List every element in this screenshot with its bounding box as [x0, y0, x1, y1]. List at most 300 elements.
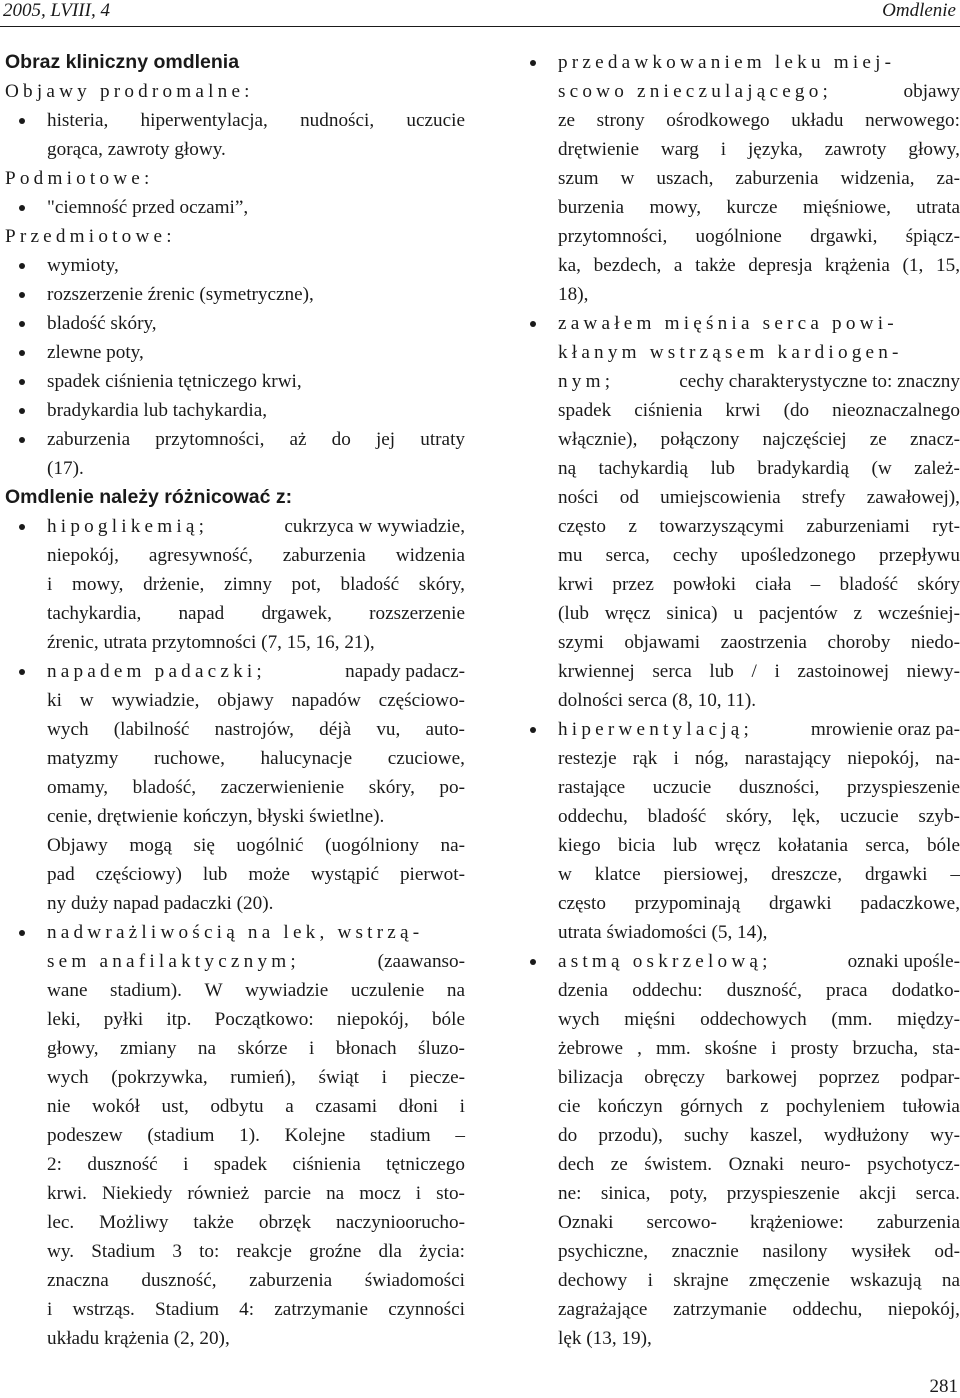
word: i — [309, 1038, 315, 1059]
word: psychotycz- — [867, 1154, 960, 1175]
word: lec. — [47, 1212, 75, 1233]
word: sercowo- — [646, 1212, 717, 1233]
word: wych — [558, 1009, 600, 1030]
word: także — [695, 255, 736, 276]
word: 4: — [239, 1299, 255, 1320]
text-line — [5, 1005, 465, 1034]
text-line — [516, 425, 960, 454]
line-text: cechy charakterystyczne to: znaczny — [679, 371, 960, 392]
word: ciała — [755, 574, 792, 595]
word: dech — [558, 1154, 595, 1175]
section-heading: Obraz kliniczny omdlenia — [5, 51, 240, 73]
word: Stadium — [91, 1241, 156, 1262]
word: niepokój, — [888, 1299, 960, 1320]
word: zawałowej), — [866, 487, 960, 508]
word: i — [774, 661, 780, 682]
word: jej — [375, 429, 396, 450]
word: rastające — [558, 777, 626, 798]
word: – — [455, 1125, 465, 1146]
text-line — [516, 280, 960, 309]
word: a — [285, 1096, 294, 1117]
text-line — [5, 599, 465, 628]
word: lęk, — [791, 806, 821, 827]
subsection-label: Przedmiotowe: — [5, 226, 176, 247]
word: przytomności, — [558, 226, 668, 247]
word: (pokrzywka, — [111, 1067, 208, 1088]
word: mm. — [656, 1038, 691, 1059]
text-line — [5, 773, 465, 802]
word: czynności — [388, 1299, 465, 1320]
text-line — [5, 541, 465, 570]
word: dłoni — [398, 1096, 439, 1117]
text-line — [516, 1295, 960, 1324]
word: nóg, — [695, 748, 729, 769]
text-line — [5, 802, 465, 831]
word: mu — [558, 545, 583, 566]
bullet-item-line — [5, 512, 465, 541]
word: leki, — [47, 1009, 81, 1030]
word: bicia — [618, 835, 656, 856]
word: a — [673, 255, 683, 276]
word: pierwot- — [399, 864, 465, 885]
word: Możliwy — [99, 1212, 169, 1233]
line-text: (17). — [47, 458, 84, 479]
word: i — [459, 1096, 465, 1117]
word: drgawki — [769, 893, 832, 914]
word: towarzyszącymi — [659, 516, 785, 537]
word: zawroty — [824, 139, 887, 160]
word: serca. — [915, 1183, 960, 1204]
word: niewy- — [906, 661, 960, 682]
word: duszność — [87, 1154, 158, 1175]
word: zimny — [223, 574, 272, 595]
word: drgawki, — [810, 226, 878, 247]
word: sinica, — [600, 1183, 651, 1204]
word: zaburzenia — [876, 1212, 960, 1233]
word: bladość — [340, 574, 400, 595]
text-line — [516, 570, 960, 599]
word: czasami — [315, 1096, 378, 1117]
word: często — [558, 893, 606, 914]
text-line — [516, 1121, 960, 1150]
word: tachykardią — [598, 458, 689, 479]
word: w — [558, 864, 572, 885]
word: pacjentów — [758, 603, 838, 624]
text-line — [516, 77, 960, 106]
word: życia: — [419, 1241, 465, 1262]
bullet-item-line — [516, 947, 960, 976]
word: utrata — [916, 197, 960, 218]
word: i — [381, 1067, 387, 1088]
bullet-item-line — [5, 309, 465, 338]
word: Początkowo: — [214, 1009, 314, 1030]
word: Kolejne — [284, 1125, 346, 1146]
word: świąt — [318, 1067, 359, 1088]
word: serca — [652, 661, 692, 682]
word: się — [193, 835, 215, 856]
word: krwi — [725, 400, 761, 421]
word: w — [620, 168, 635, 189]
word: kończyn — [597, 1096, 663, 1117]
word: na — [326, 1183, 345, 1204]
bullet-item-line — [5, 251, 465, 280]
word: prosty — [790, 1038, 839, 1059]
line-text: układu krążenia (2, 20), — [47, 1328, 230, 1349]
word: niepokój, — [336, 1009, 409, 1030]
line-text: objawy — [903, 81, 960, 102]
word: dzenia — [558, 980, 609, 1001]
word: również — [187, 1183, 250, 1204]
word: pyłki — [103, 1009, 144, 1030]
bullet-item-line — [5, 396, 465, 425]
word: skóry, — [418, 574, 465, 595]
word: ka, — [558, 255, 581, 276]
word: skórze — [237, 1038, 288, 1059]
text-line — [5, 1092, 465, 1121]
word: przypominają — [634, 893, 741, 914]
text-line — [516, 251, 960, 280]
word: z — [628, 516, 637, 537]
text-line — [5, 860, 465, 889]
word: obręczy — [644, 1067, 705, 1088]
spaced-term: hipoglikemią; — [47, 516, 209, 537]
word: Stadium — [155, 1299, 219, 1320]
word: podeszew — [47, 1125, 123, 1146]
section-title: Omdlenie — [882, 0, 956, 21]
word: nudności, — [300, 110, 375, 131]
text-line — [5, 1121, 465, 1150]
left-column — [5, 48, 465, 1353]
word: hiperwentylacja, — [140, 110, 268, 131]
word: wstrząs. — [72, 1299, 135, 1320]
spaced-term: astmą oskrzelową; — [558, 951, 772, 972]
line-text: bradykardia lub tachykardia, — [47, 400, 268, 421]
word: kołatania — [777, 835, 849, 856]
text-line — [516, 802, 960, 831]
word: świstem. — [644, 1154, 713, 1175]
word: reakcje — [236, 1241, 292, 1262]
word: krążenia — [824, 255, 890, 276]
word: częściowy) — [95, 864, 182, 885]
word: i — [673, 748, 679, 769]
word: itp. — [166, 1009, 192, 1030]
word: omamy, — [47, 777, 109, 798]
word: stadium — [369, 1125, 431, 1146]
line-text: lęk (13, 19), — [558, 1328, 652, 1349]
word: déjà — [319, 719, 352, 740]
word: ną — [558, 458, 577, 479]
word: wysiłek — [851, 1241, 911, 1262]
word: uszach, — [656, 168, 714, 189]
text-line — [516, 367, 960, 396]
header-divider — [0, 26, 960, 27]
text-line — [5, 889, 465, 918]
word: skóry, — [368, 777, 415, 798]
word: z — [760, 1096, 769, 1117]
word: mowy, — [649, 197, 701, 218]
word: oddechowych — [700, 1009, 807, 1030]
section-heading: Omdlenie należy różnicować z: — [5, 486, 293, 508]
word: na — [446, 980, 465, 1001]
word: 2: — [47, 1154, 62, 1175]
word: ze — [869, 429, 887, 450]
word: padaczkowe, — [860, 893, 960, 914]
word: (mm. — [831, 1009, 873, 1030]
subsection-label: Objawy prodromalne: — [5, 81, 254, 102]
word: zastoinowej — [797, 661, 890, 682]
text-line — [516, 657, 960, 686]
word: pad — [47, 864, 75, 885]
word: oddechu, — [558, 806, 628, 827]
word: upośledzonego — [740, 545, 856, 566]
word: serca, — [605, 545, 650, 566]
word: rumień), — [230, 1067, 296, 1088]
text-line — [516, 1063, 960, 1092]
word: – — [950, 864, 960, 885]
text-line — [5, 715, 465, 744]
word: ki — [47, 690, 62, 711]
text-line — [516, 222, 960, 251]
word: piersiowej, — [663, 864, 749, 885]
line-text: utrata świadomości (5, 14), — [558, 922, 768, 943]
word: Oznaki — [728, 1154, 785, 1175]
word: dla — [378, 1241, 402, 1262]
word: połączony — [660, 429, 740, 450]
word: rozszerzenie — [369, 603, 465, 624]
word: krwiennej — [558, 661, 635, 682]
text-line — [516, 1034, 960, 1063]
word: ciśnienia — [292, 1154, 361, 1175]
word: skrajne — [673, 1270, 729, 1291]
word: / — [751, 661, 757, 682]
word: dreszcze, — [771, 864, 843, 885]
word: w — [79, 690, 94, 711]
bullet-item-line — [5, 425, 465, 454]
bullet-item-line — [5, 338, 465, 367]
word: układu — [791, 110, 844, 131]
word: agresywność, — [148, 545, 253, 566]
text-line — [516, 889, 960, 918]
word: strefy — [801, 487, 846, 508]
spaced-term: hiperwentylacją; — [558, 719, 754, 740]
word: od- — [934, 1241, 960, 1262]
word: i — [771, 1038, 777, 1059]
text-line — [516, 396, 960, 425]
text-line — [516, 976, 960, 1005]
word: , — [637, 1038, 642, 1059]
word: przytomności, — [155, 429, 265, 450]
word: uczucie — [840, 806, 899, 827]
text-line — [516, 1266, 960, 1295]
word: uczulenie — [350, 980, 425, 1001]
word: (1, — [902, 255, 924, 276]
line-text: mrowienie oraz pa- — [810, 719, 960, 740]
journal-issue: 2005, LVIII, 4 — [3, 0, 110, 21]
word: poty, — [669, 1183, 708, 1204]
word: ze — [558, 110, 576, 131]
text-line — [516, 106, 960, 135]
text-line — [516, 831, 960, 860]
word: auto- — [425, 719, 465, 740]
word: warg — [660, 139, 699, 160]
text-line — [5, 1179, 465, 1208]
word: sinica) — [666, 603, 718, 624]
word: częściowo- — [378, 690, 465, 711]
word: aż — [289, 429, 307, 450]
word: przodu), — [598, 1125, 663, 1146]
word: zaburzenia — [47, 429, 131, 450]
right-column — [516, 48, 960, 1353]
text-line — [5, 454, 465, 483]
line-text: (zaawanso- — [377, 951, 465, 972]
word: szymi — [558, 632, 604, 653]
word: mogą — [129, 835, 172, 856]
word: włącznie), — [558, 429, 638, 450]
spaced-term: scowo znieczulającego; — [558, 81, 833, 102]
word: serca, — [865, 835, 910, 856]
word: nasilony — [762, 1241, 828, 1262]
word: wystąpić — [310, 864, 380, 885]
word: bóle — [431, 1009, 465, 1030]
word: szyb- — [918, 806, 960, 827]
line-text: oznaki upośle- — [847, 951, 960, 972]
word: histeria, — [47, 110, 109, 131]
word: krwi — [558, 574, 594, 595]
word: skóry, — [726, 806, 773, 827]
word: kurcze — [726, 197, 778, 218]
word: krwi. — [47, 1183, 87, 1204]
word: brzucha, — [852, 1038, 919, 1059]
text-line — [5, 947, 465, 976]
word: znacz- — [909, 429, 960, 450]
word: bladość, — [132, 777, 197, 798]
word: drgawek, — [261, 603, 332, 624]
word: i — [47, 574, 53, 595]
word: często — [558, 516, 606, 537]
word: cechy — [672, 545, 718, 566]
word: niepokój, — [847, 748, 920, 769]
text-line — [516, 1005, 960, 1034]
word: spadek — [558, 400, 612, 421]
word: wane — [47, 980, 88, 1001]
word: duszności, — [738, 777, 820, 798]
word: głowy, — [47, 1038, 99, 1059]
word: skóry — [917, 574, 960, 595]
word: najczęściej — [762, 429, 847, 450]
bullet-item-line — [516, 715, 960, 744]
word: ryt- — [932, 516, 960, 537]
word: ności — [558, 487, 599, 508]
text-line — [516, 628, 960, 657]
text-line — [516, 1324, 960, 1353]
word: (uogólniony — [325, 835, 419, 856]
text-line — [516, 338, 960, 367]
text-line — [516, 744, 960, 773]
line-text: cukrzyca w wywiadzie, — [284, 516, 465, 537]
word: przepływu — [878, 545, 960, 566]
word: uogólnić — [236, 835, 304, 856]
word: śluzo- — [418, 1038, 465, 1059]
word: mocz — [359, 1183, 401, 1204]
word: znacznie — [671, 1241, 739, 1262]
line-text: cenie, drętwienie kończyn, błyski świetlne). — [47, 806, 385, 827]
word: głowy, — [908, 139, 960, 160]
word: bezdech, — [593, 255, 662, 276]
spaced-term: zawałem mięśnia serca powi- — [558, 313, 898, 334]
word: – — [810, 574, 821, 595]
text-line — [516, 1150, 960, 1179]
text-line — [5, 976, 465, 1005]
word: sta- — [932, 1038, 960, 1059]
word: może — [248, 864, 290, 885]
text-line — [516, 860, 960, 889]
word: burzenia — [558, 197, 625, 218]
word: to: — [199, 1241, 220, 1262]
word: świadomości — [364, 1270, 465, 1291]
word: piecze- — [409, 1067, 465, 1088]
word: wokół — [92, 1096, 140, 1117]
word: ust, — [161, 1096, 189, 1117]
bullet-item-line — [5, 918, 465, 947]
line-text: rozszerzenie źrenic (symetryczne), — [47, 284, 314, 305]
word: ośrodkowego — [666, 110, 770, 131]
word: górnych — [679, 1096, 743, 1117]
word: Objawy — [47, 835, 108, 856]
word: i — [47, 1299, 53, 1320]
text-line — [516, 483, 960, 512]
text-line — [5, 1295, 465, 1324]
word: objawami — [624, 632, 701, 653]
word: wywiadzie, — [111, 690, 200, 711]
word: 15, — [936, 255, 960, 276]
word: lub — [710, 458, 735, 479]
word: matyzmy — [47, 748, 119, 769]
bullet-item-line — [516, 48, 960, 77]
spaced-term: kłanym wstrząsem kardiogen- — [558, 342, 903, 363]
line-text: napady padacz- — [345, 661, 465, 682]
word: przyspieszenie — [726, 1183, 840, 1204]
word: (do — [783, 400, 810, 421]
word: choroby — [827, 632, 891, 653]
word: vu, — [376, 719, 401, 740]
subsection-label: Podmiotowe: — [5, 168, 154, 189]
word: halucynacje — [260, 748, 353, 769]
text-line — [5, 1150, 465, 1179]
word: widzenia, — [840, 168, 915, 189]
word: strony — [596, 110, 645, 131]
word: wy- — [930, 1125, 960, 1146]
word: lub — [672, 835, 698, 856]
word: zaburzenia — [249, 1270, 333, 1291]
word: 3 — [172, 1241, 182, 1262]
word: i — [183, 1154, 189, 1175]
word: utraty — [420, 429, 465, 450]
line-text: zlewne poty, — [47, 342, 144, 363]
word: duszność, — [726, 980, 802, 1001]
word: nastrojów, — [214, 719, 294, 740]
word: odbytu — [210, 1096, 264, 1117]
word: drgawki — [864, 864, 928, 885]
word: ne: — [558, 1183, 582, 1204]
word: psychiczne, — [558, 1241, 649, 1262]
word: zaburzenia — [282, 545, 366, 566]
word: ciśnienia — [634, 400, 703, 421]
word: także — [193, 1212, 234, 1233]
word: od — [619, 487, 639, 508]
word: pochyleniem — [785, 1096, 886, 1117]
word: W — [204, 980, 223, 1001]
word: wcześniej- — [877, 603, 960, 624]
